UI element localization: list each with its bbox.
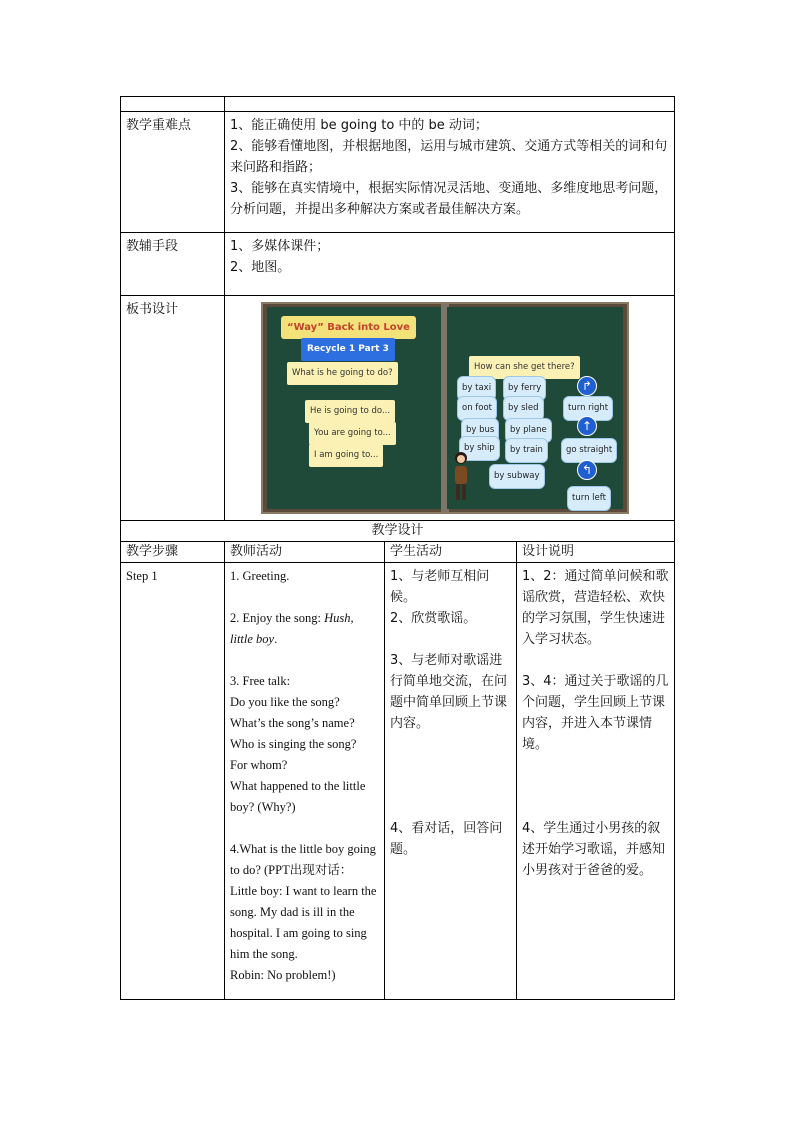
- board-question-2: How can she get there?: [469, 356, 580, 379]
- aid-2: 2、地图。: [230, 260, 291, 275]
- free-talk-q1: Do you like the song?: [230, 695, 340, 709]
- design-heading: 教学设计: [121, 521, 675, 542]
- free-talk-q2: What’s the song’s name?: [230, 716, 355, 730]
- transport-by-plane: by plane: [505, 418, 552, 443]
- step-label: Step 1: [121, 563, 225, 1000]
- turn-right-arrow-icon: ↱: [577, 376, 597, 396]
- song-prefix: 2. Enjoy the song:: [230, 611, 325, 625]
- transport-on-foot: on foot: [457, 396, 497, 421]
- board-answer-1: He is going to do...: [305, 400, 395, 423]
- free-talk-q4: For whom?: [230, 758, 288, 772]
- column-teacher: 教师活动: [225, 542, 385, 563]
- lesson-plan-table: [120, 96, 675, 1000]
- board-label: 板书设计: [121, 296, 225, 521]
- empty-cell: [121, 97, 225, 112]
- free-talk-q5: What happened to the little boy? (Why?): [230, 779, 366, 814]
- column-student: 学生活动: [385, 542, 517, 563]
- transport-by-sled: by sled: [503, 396, 544, 421]
- design-notes: [517, 563, 675, 1000]
- transport-by-ferry: by ferry: [503, 376, 546, 401]
- song-title: Hush, little boy: [230, 611, 354, 646]
- aids-row: [121, 233, 675, 296]
- column-step: 教学步骤: [121, 542, 225, 563]
- design-note-3: 4、学生通过小男孩的叙述开始学习歌谣，并感知小男孩对于爸爸的爱。: [522, 821, 666, 878]
- board-answer-2: You are going to...: [309, 422, 396, 445]
- student-activity-4: 4、看对话，回答问题。: [390, 821, 503, 857]
- column-notes: 设计说明: [517, 542, 675, 563]
- board-recycle: Recycle 1 Part 3: [301, 338, 395, 361]
- design-columns-row: [121, 542, 675, 563]
- board-answer-3: I am going to...: [309, 444, 383, 467]
- transport-by-ship: by ship: [459, 436, 500, 461]
- dialogue-little-boy: Little boy: I want to learn the song. My dad is ill in the hospital. I am going to sing him the song.: [230, 884, 377, 961]
- direction-turn-right: turn right: [563, 396, 613, 421]
- student-activity-3: 3、与老师对歌谣进行简单地交流，在问题中简单回顾上节课内容。: [390, 653, 508, 731]
- dialogue-question: 4.What is the little boy going to do? (PPT出现对话：: [230, 842, 376, 877]
- board-title: “Way” Back into Love: [281, 316, 416, 339]
- dialogue-robin: Robin: No problem!): [230, 968, 336, 982]
- step-1-row: [121, 563, 675, 1000]
- aids-content: [225, 233, 675, 296]
- girl-figure-icon: [449, 450, 473, 506]
- song-suffix: .: [274, 632, 278, 646]
- key-point-1: 1、能正确使用 be going to 中的 be 动词；: [230, 118, 488, 133]
- transport-by-taxi: by taxi: [457, 376, 496, 401]
- board-row: [121, 296, 675, 521]
- design-note-1: 1、2：通过简单问候和歌谣欣赏，营造轻松、欢快的学习氛围，学生快速进入学习状态。: [522, 569, 669, 647]
- board-cell: [225, 296, 675, 521]
- board-question-1: What is he going to do?: [287, 362, 398, 385]
- empty-header-row: [121, 97, 675, 112]
- student-activity: [385, 563, 517, 1000]
- lesson-plan-page: [120, 96, 674, 1000]
- teacher-song: [230, 608, 379, 650]
- teacher-greeting: 1. Greeting.: [230, 569, 290, 583]
- aids-label: 教辅手段: [121, 233, 225, 296]
- free-talk-q3: Who is singing the song?: [230, 737, 357, 751]
- student-activity-2: 2、欣赏歌谣。: [390, 611, 477, 626]
- free-talk-title: 3. Free talk:: [230, 674, 291, 688]
- go-straight-arrow-icon: ↑: [577, 416, 597, 436]
- key-points-content: [225, 112, 675, 233]
- aid-1: 1、多媒体课件；: [230, 239, 330, 254]
- teacher-activity: [225, 563, 385, 1000]
- direction-turn-left: turn left: [567, 486, 611, 511]
- transport-by-bus: by bus: [461, 418, 499, 443]
- direction-go-straight: go straight: [561, 438, 617, 463]
- blackboard-image: [261, 302, 629, 514]
- student-activity-1: 1、与老师互相问候。: [390, 569, 490, 605]
- key-points-label: 教学重难点: [121, 112, 225, 233]
- transport-by-subway: by subway: [489, 464, 545, 489]
- design-note-2: 3、4：通过关于歌谣的几个问题，学生回顾上节课内容，并进入本节课情境。: [522, 674, 669, 752]
- design-heading-row: [121, 521, 675, 542]
- key-point-3: 3、能够在真实情境中，根据实际情况灵活地、变通地、多维度地思考问题，分析问题，并提出多种解决方案或者最佳解决方案。: [230, 181, 668, 217]
- transport-by-train: by train: [505, 438, 548, 463]
- empty-cell: [225, 97, 675, 112]
- turn-left-arrow-icon: ↰: [577, 460, 597, 480]
- key-point-2: 2、能够看懂地图，并根据地图，运用与城市建筑、交通方式等相关的词和句来问路和指路；: [230, 139, 668, 175]
- key-points-row: [121, 112, 675, 233]
